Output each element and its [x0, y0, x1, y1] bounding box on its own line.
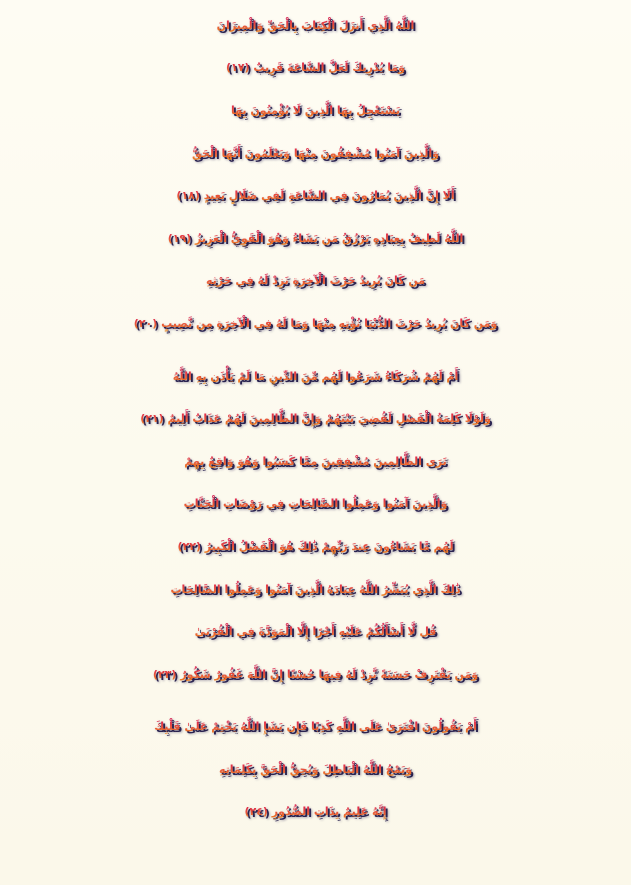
verse-line: وَمَا يُدْرِيكَ لَعَلَّ السَّاعَةَ قَرِيبٌ (١٧)	[0, 47, 631, 90]
verse-line: مَن كَانَ يُرِيدُ حَرْثَ الْآخِرَةِ نَزِدْ لَهُ فِي حَرْثِهِ	[0, 260, 631, 303]
stanza-divider	[0, 696, 631, 706]
verse-line: وَمَن يَقْتَرِفْ حَسَنَةً نَّزِدْ لَهُ فِيهَا حُسْنًا إِنَّ اللَّهَ غَفُورٌ شَكُورٌ (٢٣)	[0, 653, 631, 696]
verse-line: لَهُم مَّا يَشَاءُونَ عِندَ رَبِّهِمْ ذَٰلِكَ هُوَ الْفَضْلُ الْكَبِيرُ (٢٢)	[0, 525, 631, 568]
verse-line: وَيَمْحُ اللَّهُ الْبَاطِلَ وَيُحِقُّ الْحَقَّ بِكَلِمَاتِهِ	[0, 748, 631, 791]
verse-line: أَمْ لَهُمْ شُرَكَاءُ شَرَعُوا لَهُم مِّنَ الدِّينِ مَا لَمْ يَأْذَن بِهِ اللَّهُ	[0, 355, 631, 398]
verse-line: ذَٰلِكَ الَّذِي يُبَشِّرُ اللَّهُ عِبَادَهُ الَّذِينَ آمَنُوا وَعَمِلُوا الصَّالِحَاتِ	[0, 568, 631, 611]
verse-line: إِنَّهُ عَلِيمٌ بِذَاتِ الصُّدُورِ (٢٤)	[0, 791, 631, 834]
verse-line: وَمَن كَانَ يُرِيدُ حَرْثَ الدُّنْيَا نُؤْتِهِ مِنْهَا وَمَا لَهُ فِي الْآخِرَةِ مِن نَّصِيبٍ (٢٠)	[0, 302, 631, 345]
verse-line: اللَّهُ لَطِيفٌ بِعِبَادِهِ يَرْزُقُ مَن يَشَاءُ وَهُوَ الْقَوِيُّ الْعَزِيزُ (١٩)	[0, 217, 631, 260]
verse-line: وَلَوْلَا كَلِمَةُ الْفَصْلِ لَقُضِيَ بَيْنَهُمْ وَإِنَّ الظَّالِمِينَ لَهُمْ عَذَابٌ أَلِيمٌ (٢١)	[0, 397, 631, 440]
verse-line: وَالَّذِينَ آمَنُوا مُشْفِقُونَ مِنْهَا وَيَعْلَمُونَ أَنَّهَا الْحَقُّ	[0, 132, 631, 175]
verse-line: وَالَّذِينَ آمَنُوا وَعَمِلُوا الصَّالِحَاتِ فِي رَوْضَاتِ الْجَنَّاتِ	[0, 483, 631, 526]
stanza-3	[0, 706, 631, 834]
stanza-divider	[0, 345, 631, 355]
verse-line: اللَّهُ الَّذِي أَنزَلَ الْكِتَابَ بِالْحَقِّ وَالْمِيزَانَ	[0, 4, 631, 47]
stanza-1	[0, 4, 631, 345]
verse-line: أَلَا إِنَّ الَّذِينَ يُمَارُونَ فِي السَّاعَةِ لَفِي ضَلَالٍ بَعِيدٍ (١٨)	[0, 174, 631, 217]
verse-line: تَرَى الظَّالِمِينَ مُشْفِقِينَ مِمَّا كَسَبُوا وَهُوَ وَاقِعٌ بِهِمْ	[0, 440, 631, 483]
verse-line: أَمْ يَقُولُونَ افْتَرَىٰ عَلَى اللَّهِ كَذِبًا فَإِن يَشَإِ اللَّهُ يَخْتِمْ عَلَىٰ قَلْبِكَ	[0, 706, 631, 749]
verse-line: يَسْتَعْجِلُ بِهَا الَّذِينَ لَا يُؤْمِنُونَ بِهَا	[0, 89, 631, 132]
verse-line: قُل لَّا أَسْأَلُكُمْ عَلَيْهِ أَجْرًا إِلَّا الْمَوَدَّةَ فِي الْقُرْبَىٰ	[0, 610, 631, 653]
stanza-2	[0, 355, 631, 696]
